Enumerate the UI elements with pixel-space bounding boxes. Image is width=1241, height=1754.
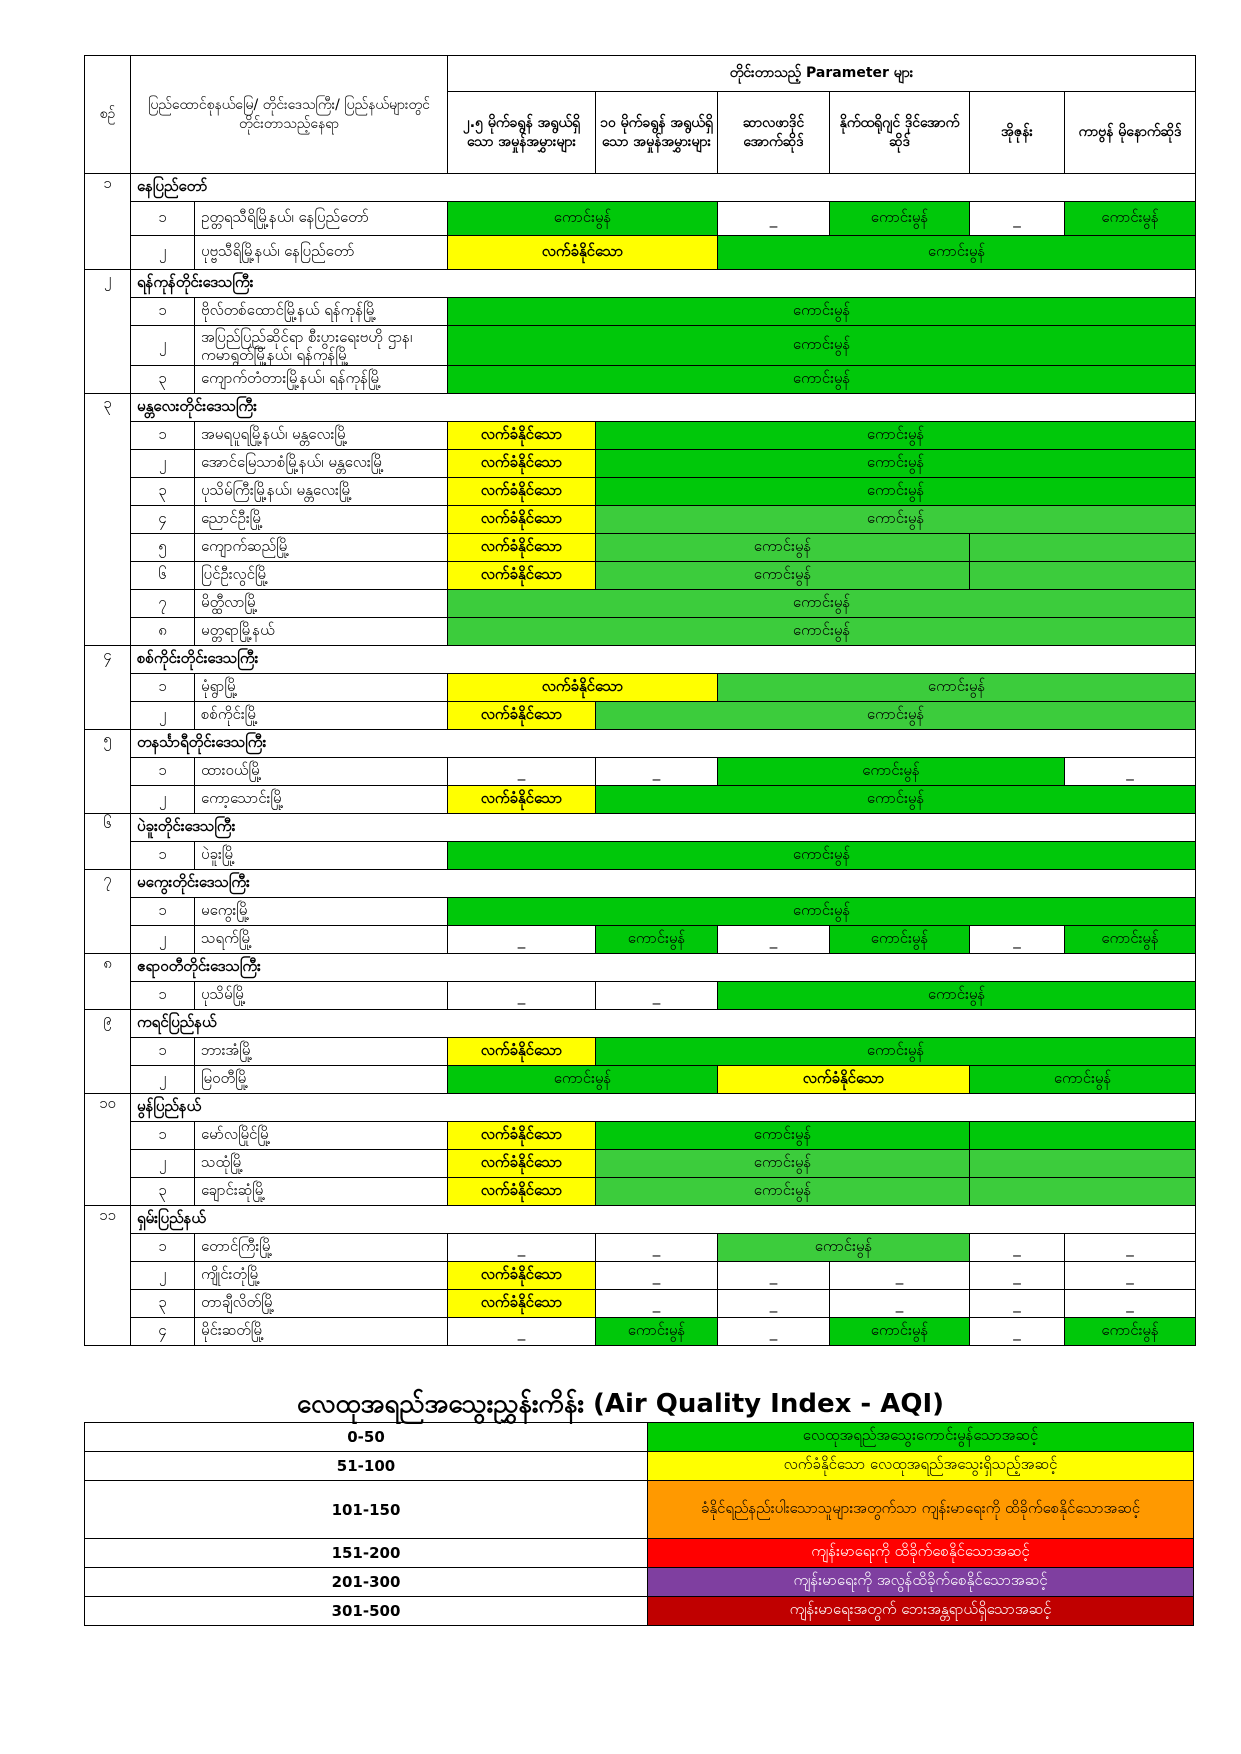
site-name: အမရပူရမြို့နယ်၊ မန္တလေးမြို့: [195, 422, 448, 450]
table-row: [85, 326, 1196, 366]
status-moderate: လက်ခံနိုင်သော: [718, 1066, 970, 1094]
status-na: _: [596, 982, 718, 1010]
table-row: [85, 898, 1196, 926]
region-no: ၂: [85, 270, 131, 394]
air-quality-table: [84, 55, 1196, 1346]
status-good: ကောင်းမွန်: [596, 1150, 970, 1178]
site-no: ၂: [131, 702, 195, 730]
site-no: ၃: [131, 478, 195, 506]
table-row: [85, 202, 1196, 236]
status-good: ကောင်းမွန်: [448, 842, 1196, 870]
status-moderate: လက်ခံနိုင်သော: [448, 1290, 596, 1318]
table-row: [85, 1178, 1196, 1206]
status-na: _: [448, 758, 596, 786]
site-name: ဥတ္တရသီရိမြို့နယ်၊ နေပြည်တော်: [195, 202, 448, 236]
site-no: ၁: [131, 1234, 195, 1262]
table-row: [85, 674, 1196, 702]
site-name: ကော့သောင်းမြို့: [195, 786, 448, 814]
table-row: [85, 786, 1196, 814]
aqi-desc: လက်ခံနိုင်သော လေထုအရည်အသွေးရှိသည့်အဆင့်: [648, 1452, 1194, 1481]
region-row: [85, 814, 1196, 842]
site-name: မုံရွာမြို့: [195, 674, 448, 702]
region-name: ပဲခူးတိုင်းဒေသကြီး: [131, 814, 1196, 842]
region-name: ကရင်ပြည်နယ်: [131, 1010, 1196, 1038]
status-moderate: လက်ခံနိုင်သော: [448, 1038, 596, 1066]
status-na: _: [448, 982, 596, 1010]
site-name: မိတ္ထီလာမြို့: [195, 590, 448, 618]
site-no: ၂: [131, 450, 195, 478]
region-row: [85, 954, 1196, 982]
status-moderate: လက်ခံနိုင်သော: [448, 1178, 596, 1206]
status-good: ကောင်းမွန်: [596, 1318, 718, 1346]
region-no: ၄: [85, 646, 131, 730]
status-na: _: [970, 1262, 1065, 1290]
aqi-range: 201-300: [85, 1568, 648, 1597]
site-name: ထားဝယ်မြို့: [195, 758, 448, 786]
site-no: ၂: [131, 1150, 195, 1178]
table-row: [85, 702, 1196, 730]
header-location: ပြည်ထောင်စုနယ်မြေ/ တိုင်းဒေသကြီး/ ပြည်နယ်များတွင် တိုင်းတာသည့်နေရာ: [131, 56, 448, 174]
table-row: [85, 1290, 1196, 1318]
aqi-row: [85, 1597, 1194, 1626]
site-name: မတ္တရာမြို့နယ်: [195, 618, 448, 646]
region-name: ဧရာဝတီတိုင်းဒေသကြီး: [131, 954, 1196, 982]
status-na: _: [596, 1290, 718, 1318]
status-good: ကောင်းမွန်: [718, 674, 1196, 702]
site-no: ၈: [131, 618, 195, 646]
site-name: မော်လမြိုင်မြို့: [195, 1122, 448, 1150]
site-name: ချောင်းဆုံမြို့: [195, 1178, 448, 1206]
status-na: _: [1065, 1262, 1196, 1290]
site-name: ဗိုလ်တစ်ထောင်မြို့နယ် ရန်ကုန်မြို့: [195, 298, 448, 326]
status-good: ကောင်းမွန်: [448, 618, 1196, 646]
header-params-title: တိုင်းတာသည့် Parameter များ: [448, 56, 1196, 92]
status-good: ကောင်းမွန်: [596, 1038, 1196, 1066]
region-no: ၆: [85, 814, 131, 870]
aqi-desc: လေထုအရည်အသွေးကောင်းမွန်သောအဆင့်: [648, 1423, 1194, 1452]
aqi-range: 0-50: [85, 1423, 648, 1452]
site-no: ၁: [131, 298, 195, 326]
table-row: [85, 1066, 1196, 1094]
table-row: [85, 236, 1196, 270]
status-na: _: [1065, 1290, 1196, 1318]
status-moderate: လက်ခံနိုင်သော: [448, 236, 718, 270]
site-name: ကျောက်ဆည်မြို့: [195, 534, 448, 562]
table-row: [85, 478, 1196, 506]
status-good: ကောင်းမွန်: [970, 1066, 1196, 1094]
region-name: မန္တလေးတိုင်းဒေသကြီး: [131, 394, 1196, 422]
region-name: စစ်ကိုင်းတိုင်းဒေသကြီး: [131, 646, 1196, 674]
site-no: ၄: [131, 1318, 195, 1346]
site-no: ၃: [131, 366, 195, 394]
status-na: _: [830, 1262, 970, 1290]
status-na: _: [1065, 1234, 1196, 1262]
region-no: ၃: [85, 394, 131, 646]
site-no: ၃: [131, 1290, 195, 1318]
table-row: [85, 982, 1196, 1010]
status-good: ကောင်းမွန်: [718, 982, 1196, 1010]
status-moderate: လက်ခံနိုင်သော: [448, 534, 596, 562]
header-pm25: ၂.၅ မိုက်ခရွန် အရွယ်ရှိသော အမှုန်အမွှားများ: [448, 92, 596, 174]
site-no: ၁: [131, 1038, 195, 1066]
site-name: တောင်ကြီးမြို့: [195, 1234, 448, 1262]
site-no: ၁: [131, 842, 195, 870]
status-good: ကောင်းမွန်: [830, 202, 970, 236]
region-no: ၅: [85, 730, 131, 814]
status-good: ကောင်းမွန်: [596, 786, 1196, 814]
table-row: [85, 506, 1196, 534]
status-moderate: လက်ခံနိုင်သော: [448, 1122, 596, 1150]
site-no: ၂: [131, 926, 195, 954]
site-no: ၃: [131, 1178, 195, 1206]
site-no: ၂: [131, 1262, 195, 1290]
status-good: ကောင်းမွန်: [1065, 202, 1196, 236]
status-good: ကောင်းမွန်: [596, 478, 1196, 506]
site-name: မိုင်းဆတ်မြို့: [195, 1318, 448, 1346]
aqi-range: 301-500: [85, 1597, 648, 1626]
status-good: ကောင်းမွန်: [1065, 1318, 1196, 1346]
header-so2: ဆာလဖာဒိုင် အောက်ဆိုဒ်: [718, 92, 830, 174]
region-name: တနင်္သာရီတိုင်းဒေသကြီး: [131, 730, 1196, 758]
status-good: ကောင်းမွန်: [1065, 926, 1196, 954]
site-name: ပုဗ္ဗသီရိမြို့နယ်၊ နေပြည်တော်: [195, 236, 448, 270]
status-na: _: [970, 1234, 1065, 1262]
status-good: ကောင်းမွန်: [448, 202, 718, 236]
site-name: ညောင်ဦးမြို့: [195, 506, 448, 534]
status-na: _: [448, 926, 596, 954]
region-name: မွန်ပြည်နယ်: [131, 1094, 1196, 1122]
status-good: ကောင်းမွန်: [448, 1066, 718, 1094]
site-no: ၂: [131, 1066, 195, 1094]
site-no: ၇: [131, 590, 195, 618]
status-moderate: လက်ခံနိုင်သော: [448, 674, 718, 702]
region-row: [85, 1010, 1196, 1038]
site-no: ၆: [131, 562, 195, 590]
table-row: [85, 1318, 1196, 1346]
site-name: သရက်မြို့: [195, 926, 448, 954]
status-na: _: [718, 1290, 830, 1318]
aqi-row: [85, 1568, 1194, 1597]
table-row: [85, 298, 1196, 326]
table-row: [85, 1150, 1196, 1178]
status-na: _: [1065, 758, 1196, 786]
region-no: ၁၁: [85, 1206, 131, 1346]
status-good: ကောင်းမွန်: [596, 702, 1196, 730]
status-good: ကောင်းမွန်: [596, 506, 1196, 534]
site-name: ကျိုင်းတုံမြို့: [195, 1262, 448, 1290]
status-good: ကောင်းမွန်: [596, 926, 718, 954]
status-na: _: [970, 926, 1065, 954]
aqi-row: [85, 1481, 1194, 1539]
status-na: _: [970, 1318, 1065, 1346]
aqi-desc: ကျန်းမာရေးကို အလွန်ထိခိုက်စေနိုင်သောအဆင့်: [648, 1568, 1194, 1597]
site-name: ပုသိမ်မြို့: [195, 982, 448, 1010]
status-moderate: လက်ခံနိုင်သော: [448, 450, 596, 478]
table-row: [85, 1122, 1196, 1150]
status-good: ကောင်းမွန်: [596, 422, 1196, 450]
region-no: ၁: [85, 174, 131, 270]
site-no: ၅: [131, 534, 195, 562]
status-good: ကောင်းမွန်: [596, 562, 970, 590]
status-moderate: လက်ခံနိုင်သော: [448, 562, 596, 590]
status-good: ကောင်းမွန်: [718, 1234, 970, 1262]
status-good: ကောင်းမွန်: [596, 1178, 970, 1206]
site-name: အောင်မြေသာစံမြို့နယ်၊ မန္တလေးမြို့: [195, 450, 448, 478]
table-row: [85, 422, 1196, 450]
region-name: ရန်ကုန်တိုင်းဒေသကြီး: [131, 270, 1196, 298]
aqi-range: 101-150: [85, 1481, 648, 1539]
table-row: [85, 1038, 1196, 1066]
status-na: _: [596, 758, 718, 786]
region-row: [85, 394, 1196, 422]
header-no: စဉ်: [85, 56, 131, 174]
site-name: ပုသိမ်ကြီးမြို့နယ်၊ မန္တလေးမြို့: [195, 478, 448, 506]
aqi-row: [85, 1452, 1194, 1481]
site-name: အပြည်ပြည်ဆိုင်ရာ စီးပွားရေးဗဟို ဌာန၊ ကမာရွတ်မြို့နယ်၊ ရန်ကုန်မြို့: [195, 326, 448, 366]
site-name: မကွေးမြို့: [195, 898, 448, 926]
status-na: _: [718, 202, 830, 236]
status-moderate: လက်ခံနိုင်သော: [448, 478, 596, 506]
status-na: _: [596, 1234, 718, 1262]
header-o3: အိုဇုန်း: [970, 92, 1065, 174]
site-name: ပြင်ဦးလွင်မြို့: [195, 562, 448, 590]
table-row: [85, 1234, 1196, 1262]
status-na: _: [448, 1234, 596, 1262]
region-no: ၁၀: [85, 1094, 131, 1206]
table-row: [85, 926, 1196, 954]
region-no: ၉: [85, 1010, 131, 1094]
site-no: ၁: [131, 982, 195, 1010]
region-row: [85, 870, 1196, 898]
status-na: _: [970, 202, 1065, 236]
table-row: [85, 758, 1196, 786]
status-moderate: လက်ခံနိုင်သော: [448, 786, 596, 814]
header-pm10: ၁၀ မိုက်ခရွန် အရွယ်ရှိသော အမှုန်အမွှားများ: [596, 92, 718, 174]
table-row: [85, 450, 1196, 478]
aqi-legend-table: [84, 1422, 1194, 1626]
status-good: [970, 562, 1196, 590]
region-row: [85, 174, 1196, 202]
region-name: ရှမ်းပြည်နယ်: [131, 1206, 1196, 1234]
aqi-title: လေထုအရည်အသွေးညွှန်းကိန်း (Air Quality Index - AQI): [296, 1389, 945, 1419]
status-na: _: [830, 1290, 970, 1318]
header-no2: နိုက်ထရိုဂျင် ဒိုင်အောက် ဆိုဒ်: [830, 92, 970, 174]
header-co: ကာဗွန် မိုနောက်ဆိုဒ်: [1065, 92, 1196, 174]
status-good: [970, 1178, 1196, 1206]
aqi-row: [85, 1423, 1194, 1452]
aqi-range: 151-200: [85, 1539, 648, 1568]
status-moderate: လက်ခံနိုင်သော: [448, 1150, 596, 1178]
table-row: [85, 366, 1196, 394]
status-good: ကောင်းမွန်: [448, 366, 1196, 394]
status-good: ကောင်းမွန်: [448, 898, 1196, 926]
site-no: ၁: [131, 674, 195, 702]
site-name: ကျောက်တံတားမြို့နယ်၊ ရန်ကုန်မြို့: [195, 366, 448, 394]
aqi-desc: ကျန်းမာရေးကို ထိခိုက်စေနိုင်သောအဆင့်: [648, 1539, 1194, 1568]
status-good: ကောင်းမွန်: [596, 534, 970, 562]
status-good: [970, 1150, 1196, 1178]
status-good: ကောင်းမွန်: [448, 298, 1196, 326]
status-good: ကောင်းမွန်: [718, 758, 1065, 786]
status-na: _: [448, 1318, 596, 1346]
site-no: ၂: [131, 236, 195, 270]
status-good: ကောင်းမွန်: [718, 236, 1196, 270]
region-row: [85, 646, 1196, 674]
status-good: ကောင်းမွန်: [448, 590, 1196, 618]
site-name: စစ်ကိုင်းမြို့: [195, 702, 448, 730]
status-good: ကောင်းမွန်: [596, 450, 1196, 478]
region-no: ၈: [85, 954, 131, 1010]
status-moderate: လက်ခံနိုင်သော: [448, 702, 596, 730]
site-no: ၁: [131, 422, 195, 450]
status-na: _: [970, 1290, 1065, 1318]
region-name: မကွေးတိုင်းဒေသကြီး: [131, 870, 1196, 898]
status-moderate: လက်ခံနိုင်သော: [448, 506, 596, 534]
site-no: ၂: [131, 326, 195, 366]
status-good: ကောင်းမွန်: [448, 326, 1196, 366]
site-no: ၁: [131, 898, 195, 926]
site-no: ၄: [131, 506, 195, 534]
region-name: နေပြည်တော်: [131, 174, 1196, 202]
site-no: ၁: [131, 1122, 195, 1150]
status-na: _: [718, 1318, 830, 1346]
table-row: [85, 590, 1196, 618]
region-row: [85, 1206, 1196, 1234]
aqi-desc: ခံနိုင်ရည်နည်းပါးသောသူများအတွက်သာ ကျန်းမာရေးကို ထိခိုက်စေနိုင်သောအဆင့်: [648, 1481, 1194, 1539]
status-good: ကောင်းမွန်: [596, 1122, 970, 1150]
aqi-range: 51-100: [85, 1452, 648, 1481]
table-row: [85, 534, 1196, 562]
site-name: ဘားအံမြို့: [195, 1038, 448, 1066]
site-no: ၁: [131, 758, 195, 786]
status-good: [970, 534, 1196, 562]
site-no: ၁: [131, 202, 195, 236]
status-na: _: [718, 1262, 830, 1290]
site-name: မြဝတီမြို့: [195, 1066, 448, 1094]
region-row: [85, 1094, 1196, 1122]
aqi-row: [85, 1539, 1194, 1568]
status-good: ကောင်းမွန်: [830, 1318, 970, 1346]
region-row: [85, 730, 1196, 758]
site-name: တာချီလိတ်မြို့: [195, 1290, 448, 1318]
site-no: ၂: [131, 786, 195, 814]
site-name: သထုံမြို့: [195, 1150, 448, 1178]
status-good: [970, 1122, 1196, 1150]
status-na: _: [596, 1262, 718, 1290]
site-name: ပဲခူးမြို့: [195, 842, 448, 870]
table-row: [85, 618, 1196, 646]
aqi-desc: ကျန်းမာရေးအတွက် ဘေးအန္တရာယ်ရှိသောအဆင့်: [648, 1597, 1194, 1626]
table-row: [85, 1262, 1196, 1290]
region-row: [85, 270, 1196, 298]
region-no: ၇: [85, 870, 131, 954]
status-moderate: လက်ခံနိုင်သော: [448, 422, 596, 450]
status-moderate: လက်ခံနိုင်သော: [448, 1262, 596, 1290]
table-row: [85, 562, 1196, 590]
status-na: _: [718, 926, 830, 954]
table-row: [85, 842, 1196, 870]
status-good: ကောင်းမွန်: [830, 926, 970, 954]
